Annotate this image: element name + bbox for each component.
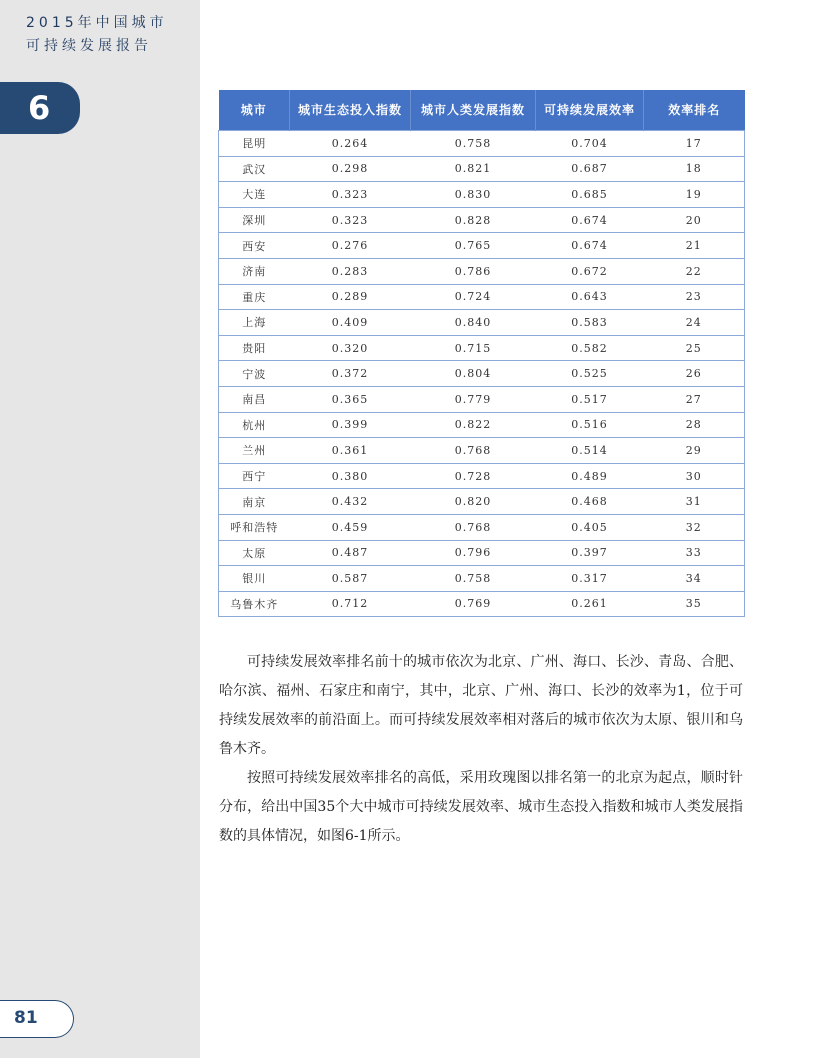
cell-rank: 27 bbox=[644, 386, 745, 412]
cell-human-dev: 0.769 bbox=[411, 591, 536, 617]
cell-efficiency: 0.261 bbox=[536, 591, 644, 617]
cell-eco-input: 0.372 bbox=[290, 361, 411, 387]
cell-eco-input: 0.365 bbox=[290, 386, 411, 412]
report-title bbox=[26, 12, 168, 58]
cell-human-dev: 0.779 bbox=[411, 386, 536, 412]
cell-eco-input: 0.409 bbox=[290, 310, 411, 336]
table-row bbox=[219, 310, 745, 336]
cell-efficiency: 0.674 bbox=[536, 207, 644, 233]
cell-efficiency: 0.517 bbox=[536, 386, 644, 412]
cell-human-dev: 0.724 bbox=[411, 284, 536, 310]
table-row bbox=[219, 361, 745, 387]
cell-efficiency: 0.405 bbox=[536, 514, 644, 540]
cell-efficiency: 0.672 bbox=[536, 258, 644, 284]
cell-efficiency: 0.704 bbox=[536, 131, 644, 157]
cell-efficiency: 0.674 bbox=[536, 233, 644, 259]
table-body bbox=[219, 131, 745, 617]
cell-city: 兰州 bbox=[219, 438, 290, 464]
cell-city: 宁波 bbox=[219, 361, 290, 387]
table-row bbox=[219, 156, 745, 182]
cell-rank: 17 bbox=[644, 131, 745, 157]
table-row bbox=[219, 566, 745, 592]
cell-rank: 34 bbox=[644, 566, 745, 592]
cell-city: 南京 bbox=[219, 489, 290, 515]
cell-city: 深圳 bbox=[219, 207, 290, 233]
cell-human-dev: 0.765 bbox=[411, 233, 536, 259]
cell-efficiency: 0.514 bbox=[536, 438, 644, 464]
cell-rank: 35 bbox=[644, 591, 745, 617]
cell-city: 昆明 bbox=[219, 131, 290, 157]
cell-efficiency: 0.582 bbox=[536, 335, 644, 361]
cell-eco-input: 0.380 bbox=[290, 463, 411, 489]
cell-eco-input: 0.361 bbox=[290, 438, 411, 464]
cell-human-dev: 0.768 bbox=[411, 438, 536, 464]
cell-efficiency: 0.317 bbox=[536, 566, 644, 592]
table-row bbox=[219, 438, 745, 464]
cell-efficiency: 0.643 bbox=[536, 284, 644, 310]
cell-efficiency: 0.583 bbox=[536, 310, 644, 336]
cell-eco-input: 0.459 bbox=[290, 514, 411, 540]
table-row bbox=[219, 489, 745, 515]
cell-human-dev: 0.796 bbox=[411, 540, 536, 566]
header-eco-input-index: 城市生态投入指数 bbox=[290, 90, 411, 131]
cell-human-dev: 0.728 bbox=[411, 463, 536, 489]
cell-city: 南昌 bbox=[219, 386, 290, 412]
cell-rank: 18 bbox=[644, 156, 745, 182]
cell-eco-input: 0.264 bbox=[290, 131, 411, 157]
sidebar bbox=[0, 0, 200, 1058]
cell-rank: 24 bbox=[644, 310, 745, 336]
header-efficiency: 可持续发展效率 bbox=[536, 90, 644, 131]
table-row bbox=[219, 284, 745, 310]
cell-rank: 31 bbox=[644, 489, 745, 515]
table-row bbox=[219, 412, 745, 438]
table-row bbox=[219, 463, 745, 489]
cell-eco-input: 0.320 bbox=[290, 335, 411, 361]
cell-city: 杭州 bbox=[219, 412, 290, 438]
cell-human-dev: 0.758 bbox=[411, 566, 536, 592]
cell-city: 贵阳 bbox=[219, 335, 290, 361]
table-header-row bbox=[219, 90, 745, 131]
cell-human-dev: 0.828 bbox=[411, 207, 536, 233]
table-row bbox=[219, 258, 745, 284]
cell-city: 重庆 bbox=[219, 284, 290, 310]
cell-city: 西宁 bbox=[219, 463, 290, 489]
cell-city: 济南 bbox=[219, 258, 290, 284]
cell-efficiency: 0.516 bbox=[536, 412, 644, 438]
cell-city: 西安 bbox=[219, 233, 290, 259]
paragraph-1: 可持续发展效率排名前十的城市依次为北京、广州、海口、长沙、青岛、合肥、哈尔滨、福州、石家庄和南宁，其中，北京、广州、海口、长沙的效率为1，位于可持续发展效率的前沿面上。而可持续发展效率相对落后的城市依次为太原、银川和乌鲁木齐。 bbox=[219, 654, 743, 757]
report-title-line2: 可持续发展报告 bbox=[26, 38, 152, 54]
cell-efficiency: 0.468 bbox=[536, 489, 644, 515]
table-row bbox=[219, 207, 745, 233]
table-row bbox=[219, 233, 745, 259]
cell-city: 上海 bbox=[219, 310, 290, 336]
table-row bbox=[219, 540, 745, 566]
cell-eco-input: 0.323 bbox=[290, 182, 411, 208]
cell-human-dev: 0.820 bbox=[411, 489, 536, 515]
cell-human-dev: 0.715 bbox=[411, 335, 536, 361]
cell-human-dev: 0.822 bbox=[411, 412, 536, 438]
body-text bbox=[219, 648, 743, 851]
cell-rank: 20 bbox=[644, 207, 745, 233]
table-row bbox=[219, 131, 745, 157]
cell-rank: 22 bbox=[644, 258, 745, 284]
cell-efficiency: 0.489 bbox=[536, 463, 644, 489]
cell-eco-input: 0.432 bbox=[290, 489, 411, 515]
header-city: 城市 bbox=[219, 90, 290, 131]
cell-efficiency: 0.397 bbox=[536, 540, 644, 566]
cell-eco-input: 0.487 bbox=[290, 540, 411, 566]
cell-rank: 32 bbox=[644, 514, 745, 540]
cell-rank: 19 bbox=[644, 182, 745, 208]
cell-city: 太原 bbox=[219, 540, 290, 566]
cell-eco-input: 0.276 bbox=[290, 233, 411, 259]
cell-efficiency: 0.525 bbox=[536, 361, 644, 387]
cell-rank: 23 bbox=[644, 284, 745, 310]
cell-eco-input: 0.298 bbox=[290, 156, 411, 182]
table-row bbox=[219, 386, 745, 412]
cell-eco-input: 0.283 bbox=[290, 258, 411, 284]
paragraph-2: 按照可持续发展效率排名的高低，采用玫瑰图以排名第一的北京为起点，顺时针分布，给出中国35个大中城市可持续发展效率、城市生态投入指数和城市人类发展指数的具体情况，如图6-1所示。 bbox=[219, 770, 743, 844]
page-number: 81 bbox=[0, 1000, 74, 1038]
cell-human-dev: 0.786 bbox=[411, 258, 536, 284]
table-row bbox=[219, 591, 745, 617]
cell-city: 大连 bbox=[219, 182, 290, 208]
cell-efficiency: 0.687 bbox=[536, 156, 644, 182]
cell-rank: 30 bbox=[644, 463, 745, 489]
table-row bbox=[219, 514, 745, 540]
cell-human-dev: 0.758 bbox=[411, 131, 536, 157]
cell-rank: 21 bbox=[644, 233, 745, 259]
cell-human-dev: 0.830 bbox=[411, 182, 536, 208]
table-row bbox=[219, 182, 745, 208]
cell-eco-input: 0.289 bbox=[290, 284, 411, 310]
cell-city: 银川 bbox=[219, 566, 290, 592]
cell-city: 乌鲁木齐 bbox=[219, 591, 290, 617]
cell-human-dev: 0.821 bbox=[411, 156, 536, 182]
cell-eco-input: 0.399 bbox=[290, 412, 411, 438]
cell-efficiency: 0.685 bbox=[536, 182, 644, 208]
cell-city: 武汉 bbox=[219, 156, 290, 182]
cell-human-dev: 0.804 bbox=[411, 361, 536, 387]
cell-rank: 26 bbox=[644, 361, 745, 387]
cell-eco-input: 0.323 bbox=[290, 207, 411, 233]
report-title-line1: 2015年中国城市 bbox=[26, 15, 168, 31]
chapter-number-tab: 6 bbox=[0, 82, 80, 134]
header-human-dev-index: 城市人类发展指数 bbox=[411, 90, 536, 131]
cell-rank: 33 bbox=[644, 540, 745, 566]
cell-human-dev: 0.840 bbox=[411, 310, 536, 336]
cell-eco-input: 0.712 bbox=[290, 591, 411, 617]
table-row bbox=[219, 335, 745, 361]
cell-eco-input: 0.587 bbox=[290, 566, 411, 592]
header-rank: 效率排名 bbox=[644, 90, 745, 131]
cell-human-dev: 0.768 bbox=[411, 514, 536, 540]
cell-rank: 28 bbox=[644, 412, 745, 438]
cell-rank: 29 bbox=[644, 438, 745, 464]
cell-rank: 25 bbox=[644, 335, 745, 361]
cell-city: 呼和浩特 bbox=[219, 514, 290, 540]
efficiency-ranking-table bbox=[218, 90, 745, 617]
